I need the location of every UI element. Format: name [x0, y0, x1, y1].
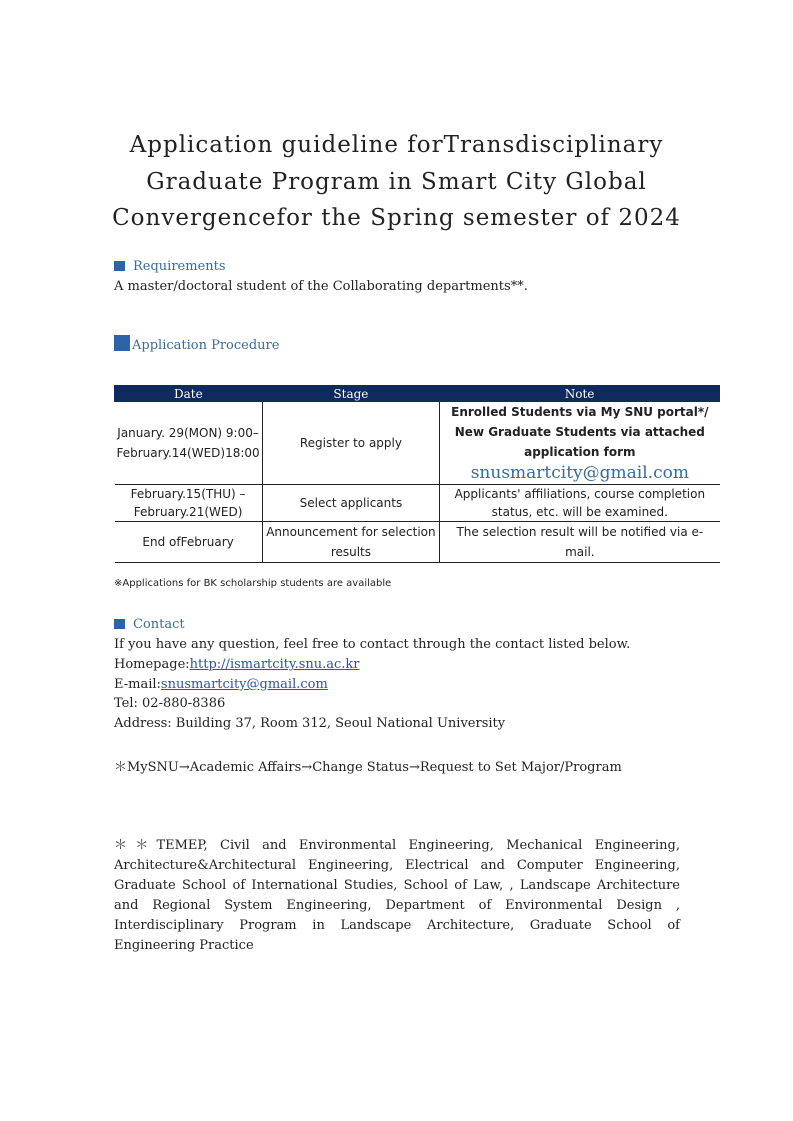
square-bullet-icon: [114, 619, 125, 629]
table-row: [115, 402, 720, 485]
row-stage: Select applicants: [262, 485, 439, 522]
procedure-table: [114, 385, 720, 563]
requirements-heading-text: Requirements: [133, 259, 226, 274]
contact-heading-text: Contact: [133, 617, 185, 632]
square-bullet-icon: [114, 261, 125, 271]
contact-intro: If you have any question, feel free to contact through the contact listed below.: [114, 637, 631, 652]
row-date: February.15(THU) – February.21(WED): [115, 485, 263, 522]
row-stage: Register to apply: [262, 402, 439, 485]
page-title: [80, 127, 713, 237]
contact-address: Address: Building 37, Room 312, Seoul National University: [114, 716, 506, 731]
row-note: Applicants' affiliations, course completion status, etc. will be examined.: [440, 485, 720, 522]
row-note: [440, 402, 720, 485]
row-date: End ofFebruary: [115, 522, 263, 563]
procedure-heading: [114, 335, 279, 353]
contact-email: [114, 677, 328, 692]
homepage-link[interactable]: http://ismartcity.snu.ac.kr: [189, 657, 360, 672]
table-header-row: [115, 386, 720, 402]
procedure-heading-text: Application Procedure: [132, 338, 280, 353]
table-row: [115, 485, 720, 522]
title-line-2: Graduate Program in Smart City Global: [146, 168, 647, 195]
title-line-3: Convergencefor the Spring semester of 2024: [112, 205, 681, 231]
column-header-date: Date: [115, 386, 263, 402]
email-label: E-mail:: [114, 677, 161, 692]
row-note-email: snusmartcity@gmail.com: [470, 463, 689, 483]
contact-homepage: [114, 657, 360, 672]
requirements-text: A master/doctoral student of the Collaborating departments**.: [114, 279, 528, 294]
table-row: [115, 522, 720, 563]
square-bullet-icon: [114, 335, 130, 351]
column-header-stage: Stage: [262, 386, 439, 402]
footnote-departments: ＊＊TEMEP, Civil and Environmental Engineering, Mechanical Engineering, Architecture&Architectural Engineering, Electrical and Computer Engineering, Graduate School of International Studies, School of Law, , Landscape Architecture and Regional System Engineering, Department of Environmental Design , Interdisciplinary Program in Landscape Architecture, Graduate School of Engineering Practice: [114, 838, 680, 953]
row-stage: Announcement for selection results: [262, 522, 439, 563]
row-date: January. 29(MON) 9:00– February.14(WED)18:00: [115, 402, 263, 485]
contact-tel: Tel: 02-880-8386: [114, 696, 226, 711]
scholarship-note: ※Applications for BK scholarship students are available: [114, 578, 392, 589]
column-header-note: Note: [440, 386, 720, 402]
contact-heading: [114, 617, 185, 632]
footnote-mysnu: ＊MySNU→Academic Affairs→Change Status→Request to Set Major/Program: [114, 760, 622, 775]
requirements-heading: [114, 259, 226, 274]
row-note-text: Enrolled Students via My SNU portal*/ New Graduate Students via attached application form: [451, 405, 709, 459]
homepage-label: Homepage:: [114, 657, 190, 672]
row-note: The selection result will be notified via e-mail.: [440, 522, 720, 563]
email-link[interactable]: snusmartcity@gmail.com: [160, 677, 328, 692]
title-line-1: Application guideline forTransdisciplinary: [129, 132, 664, 158]
